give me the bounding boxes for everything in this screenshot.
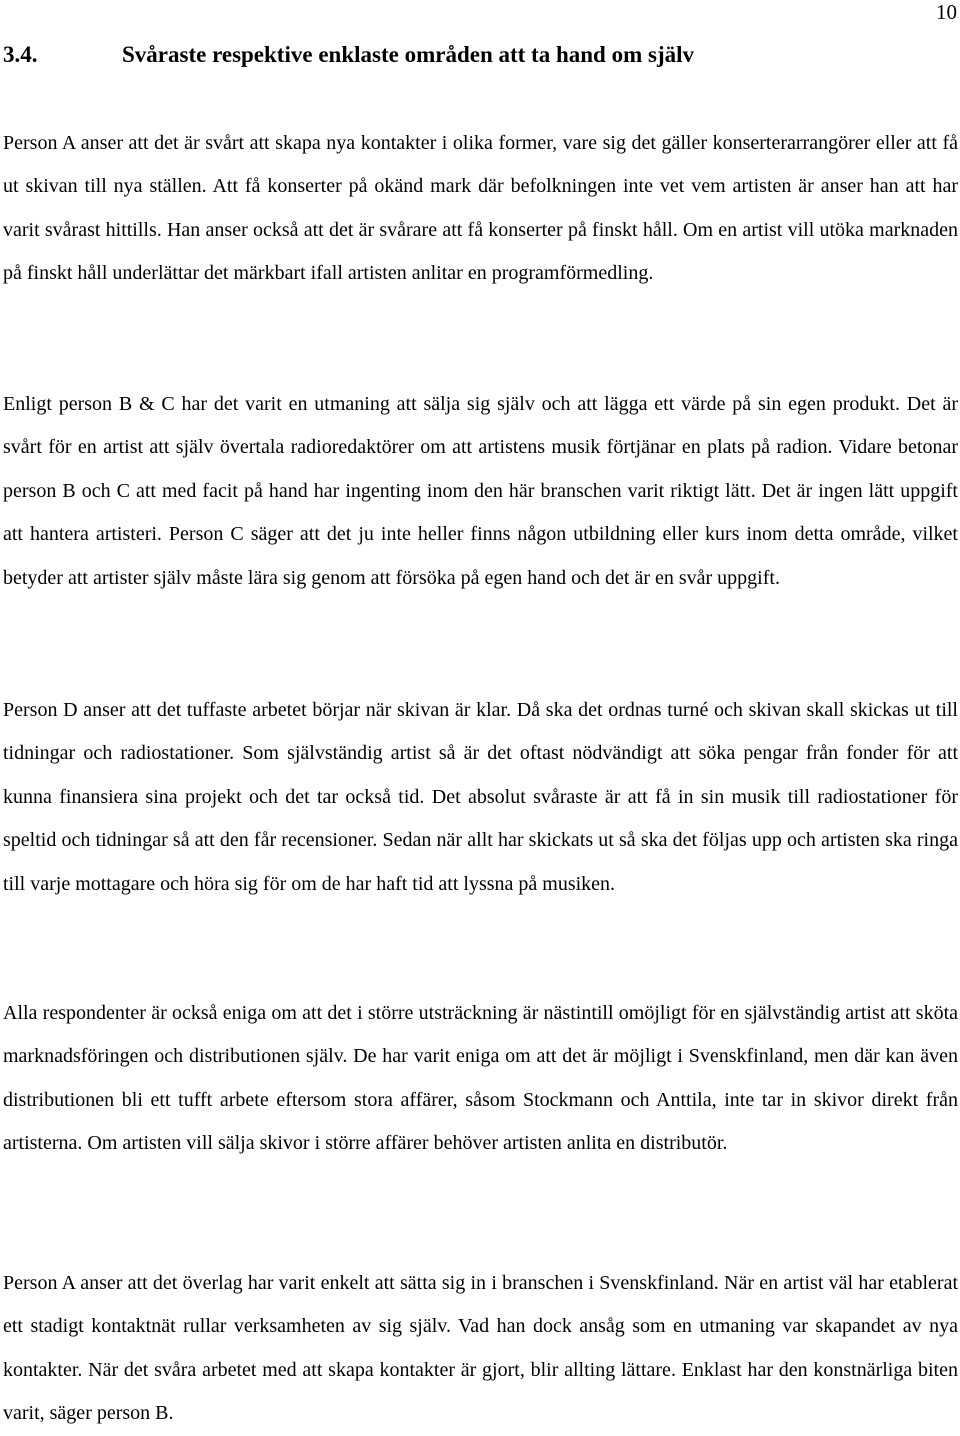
section-number: 3.4. [3,42,38,67]
paragraph-person-a-easiest: Person A anser att det överlag har varit enkelt att sätta sig in i branschen i Svenskfinland. När en artist väl har etablerat ett stadigt kontaktnät rullar verksamheten av sig själv. Vad han dock ansåg som en utmaning var skapandet av nya kontakter. När det svåra arbetet med att skapa kontakter är gjort, blir allting lättare. Enklast har den konstnärliga biten varit, säger person B. [3,1272,958,1425]
section-title: Svåraste respektive enklaste områden att ta hand om själv [122,42,694,67]
page-number: 10 [936,0,957,24]
paragraph-person-b-c: Enligt person B & C har det varit en utmaning att sälja sig själv och att lägga ett värde på sin egen produkt. Det är svårt för en artist att själv övertala radioredaktörer om att artistens musik förtjänar en plats på radion. Vidare betonar person B och C att med facit på hand har ingenting inom den här branschen varit riktigt lätt. Det är ingen lätt uppgift att hantera artisteri. Person C säger att det ju inte heller finns någon utbildning eller kurs inom detta område, vilket betyder att artister själv måste lära sig genom att försöka på egen hand och det är en svår uppgift. [3,393,958,589]
section-heading [3,38,694,72]
paragraph-person-d: Person D anser att det tuffaste arbetet börjar när skivan är klar. Då ska det ordnas turné och skivan skall skickas ut till tidningar och radiostationer. Som självständig artist så är det oftast nödvändigt att söka pengar från fonder för att kunna finansiera sina projekt och det tar också tid. Det absolut svåraste är att få in sin musik till radiostationer för speltid och tidningar så att den får recensioner. Sedan när allt har skickats ut så ska det följas upp och artisten ska ringa till varje mottagare och höra sig för om de har haft tid att lyssna på musiken. [3,699,958,895]
paragraph-all-respondents: Alla respondenter är också eniga om att det i större utsträckning är nästintill omöjligt för en självständig artist att sköta marknadsföringen och distributionen själv. De har varit eniga om att det är möjligt i Svenskfinland, men där kan även distributionen bli ett tufft arbete eftersom stora affärer, såsom Stockmann och Anttila, inte tar in skivor direkt från artisterna. Om artisten vill sälja skivor i större affärer behöver artisten anlita en distributör. [3,1002,958,1155]
paragraph-person-a: Person A anser att det är svårt att skapa nya kontakter i olika former, vare sig det gäller konserterarrangörer eller att få ut skivan till nya ställen. Att få konserter på okänd mark där befolkningen inte vet vem artisten är anser han att har varit svårast hittills. Han anser också att det är svårare att få konserter på finskt håll. Om en artist vill utöka marknaden på finskt håll underlättar det märkbart ifall artisten anlitar en programförmedling. [3,132,958,285]
